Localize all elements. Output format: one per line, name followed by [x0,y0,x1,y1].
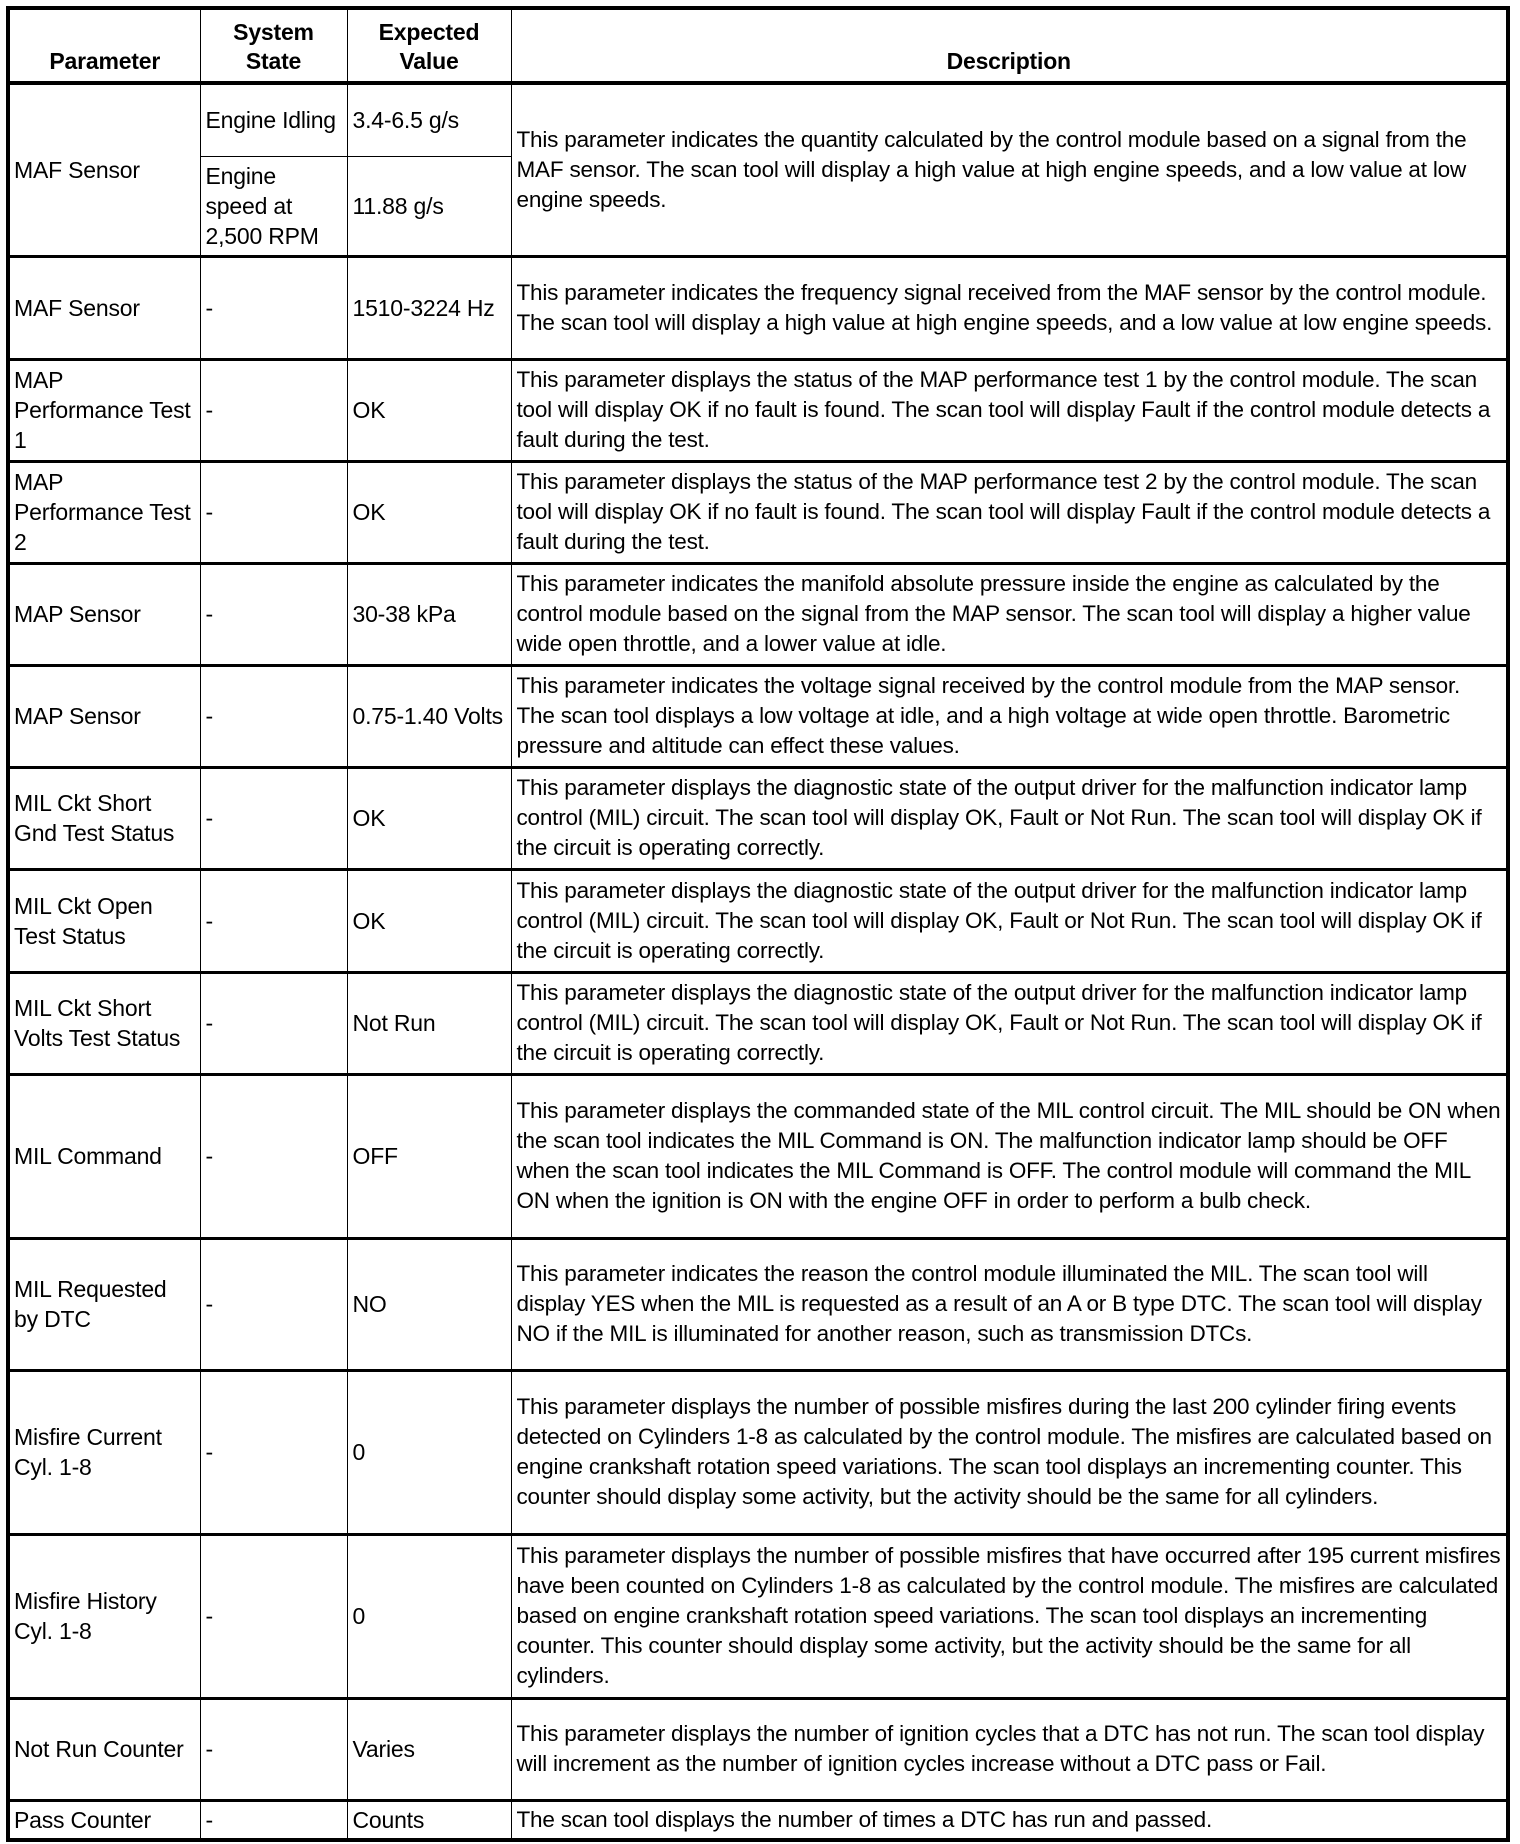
table-row [8,83,1508,156]
cell-description: This parameter displays the status of the MAP performance test 2 by the control module. The scan tool will display OK if no fault is found. The scan tool will display Fault if the control module detects a fault during the test. [511,461,1508,563]
cell-parameter: MAP Sensor [8,665,200,767]
cell-system-state: - [200,461,347,563]
cell-parameter: MAP Sensor [8,563,200,665]
cell-system-state: - [200,1074,347,1238]
cell-system-state: Engine Idling [200,83,347,156]
document-page [6,6,1510,1842]
cell-expected-value: 30-38 kPa [347,563,511,665]
scan-tool-parameter-table [6,6,1510,1842]
table-row [8,1698,1508,1800]
column-header-parameter: Parameter [8,8,200,83]
cell-expected-value: Varies [347,1698,511,1800]
table-row [8,563,1508,665]
cell-expected-value: 0 [347,1370,511,1534]
cell-parameter: Misfire Current Cyl. 1-8 [8,1370,200,1534]
cell-description: This parameter displays the status of the MAP performance test 1 by the control module. The scan tool will display OK if no fault is found. The scan tool will display Fault if the control module detects a fault during the test. [511,359,1508,461]
cell-expected-value: 3.4-6.5 g/s [347,83,511,156]
table-row [8,869,1508,972]
cell-parameter: MIL Requested by DTC [8,1238,200,1370]
cell-description: This parameter indicates the frequency signal received from the MAF sensor by the control module. The scan tool will display a high value at high engine speeds, and a low value at low engine speeds. [511,256,1508,359]
table-row [8,461,1508,563]
cell-expected-value: OK [347,359,511,461]
cell-description: This parameter displays the diagnostic state of the output driver for the malfunction indicator lamp control (MIL) circuit. The scan tool will display OK, Fault or Not Run. The scan tool will display OK if the circuit is operating correctly. [511,869,1508,972]
cell-expected-value: 0.75-1.40 Volts [347,665,511,767]
cell-expected-value: 1510-3224 Hz [347,256,511,359]
cell-parameter: MIL Command [8,1074,200,1238]
table-row [8,767,1508,869]
cell-parameter: Not Run Counter [8,1698,200,1800]
cell-system-state: - [200,665,347,767]
cell-system-state: - [200,359,347,461]
table-row [8,665,1508,767]
cell-description: The scan tool displays the number of times a DTC has run and passed. [511,1800,1508,1840]
cell-parameter: MIL Ckt Open Test Status [8,869,200,972]
cell-system-state: - [200,972,347,1074]
cell-parameter: MAF Sensor [8,256,200,359]
cell-parameter: Misfire History Cyl. 1-8 [8,1534,200,1698]
table-row [8,359,1508,461]
cell-parameter: MAP Performance Test 1 [8,359,200,461]
cell-expected-value: OK [347,767,511,869]
cell-expected-value: OK [347,461,511,563]
cell-system-state: - [200,869,347,972]
cell-description: This parameter indicates the quantity calculated by the control module based on a signal from the MAF sensor. The scan tool will display a high value at high engine speeds, and a low value at low engine speeds. [511,83,1508,256]
cell-system-state: - [200,1534,347,1698]
table-row [8,1370,1508,1534]
cell-system-state: - [200,767,347,869]
cell-system-state: - [200,1370,347,1534]
cell-expected-value: 0 [347,1534,511,1698]
cell-parameter: MIL Ckt Short Gnd Test Status [8,767,200,869]
cell-expected-value: 11.88 g/s [347,156,511,256]
cell-description: This parameter displays the number of possible misfires that have occurred after 195 current misfires have been counted on Cylinders 1-8 as calculated by the control module. The misfires are calculated based on engine crankshaft rotation speed variations. The scan tool displays an incrementing counter. This counter should display some activity, but the activity should be the same for all cylinders. [511,1534,1508,1698]
table-header-row [8,8,1508,83]
cell-expected-value: Not Run [347,972,511,1074]
cell-system-state: - [200,256,347,359]
cell-description: This parameter indicates the voltage signal received by the control module from the MAP sensor. The scan tool displays a low voltage at idle, and a high voltage at wide open throttle. Barometric pressure and altitude can effect these values. [511,665,1508,767]
cell-parameter: MIL Ckt Short Volts Test Status [8,972,200,1074]
cell-description: This parameter indicates the manifold absolute pressure inside the engine as calculated by the control module based on the signal from the MAP sensor. The scan tool will display a higher value wide open throttle, and a lower value at idle. [511,563,1508,665]
cell-description: This parameter displays the diagnostic state of the output driver for the malfunction indicator lamp control (MIL) circuit. The scan tool will display OK, Fault or Not Run. The scan tool will display OK if the circuit is operating correctly. [511,972,1508,1074]
cell-system-state: - [200,563,347,665]
cell-description: This parameter displays the number of possible misfires during the last 200 cylinder firing events detected on Cylinders 1-8 as calculated by the control module. The misfires are calculated based on engine crankshaft rotation speed variations. The scan tool displays an incrementing counter. This counter should display some activity, but the activity should be the same for all cylinders. [511,1370,1508,1534]
cell-parameter: Pass Counter [8,1800,200,1840]
cell-system-state: - [200,1698,347,1800]
column-header-description: Description [511,8,1508,83]
cell-system-state: Engine speed at 2,500 RPM [200,156,347,256]
cell-system-state: - [200,1238,347,1370]
cell-description: This parameter displays the diagnostic state of the output driver for the malfunction indicator lamp control (MIL) circuit. The scan tool will display OK, Fault or Not Run. The scan tool will display OK if the circuit is operating correctly. [511,767,1508,869]
cell-parameter: MAF Sensor [8,83,200,256]
table-row [8,972,1508,1074]
cell-expected-value: Counts [347,1800,511,1840]
table-row [8,1074,1508,1238]
table-row [8,1238,1508,1370]
cell-description: This parameter displays the commanded state of the MIL control circuit. The MIL should be ON when the scan tool indicates the MIL Command is ON. The malfunction indicator lamp should be OFF when the scan tool indicates the MIL Command is OFF. The control module will command the MIL ON when the ignition is ON with the engine OFF in order to perform a bulb check. [511,1074,1508,1238]
cell-description: This parameter indicates the reason the control module illuminated the MIL. The scan tool will display YES when the MIL is requested as a result of an A or B type DTC. The scan tool will display NO if the MIL is illuminated for another reason, such as transmission DTCs. [511,1238,1508,1370]
table-row [8,1800,1508,1840]
cell-description: This parameter displays the number of ignition cycles that a DTC has not run. The scan tool display will increment as the number of ignition cycles increase without a DTC pass or Fail. [511,1698,1508,1800]
cell-expected-value: NO [347,1238,511,1370]
column-header-expected-value: Expected Value [347,8,511,83]
cell-expected-value: OK [347,869,511,972]
cell-system-state: - [200,1800,347,1840]
cell-expected-value: OFF [347,1074,511,1238]
table-row [8,256,1508,359]
column-header-system-state: System State [200,8,347,83]
table-row [8,1534,1508,1698]
cell-parameter: MAP Performance Test 2 [8,461,200,563]
